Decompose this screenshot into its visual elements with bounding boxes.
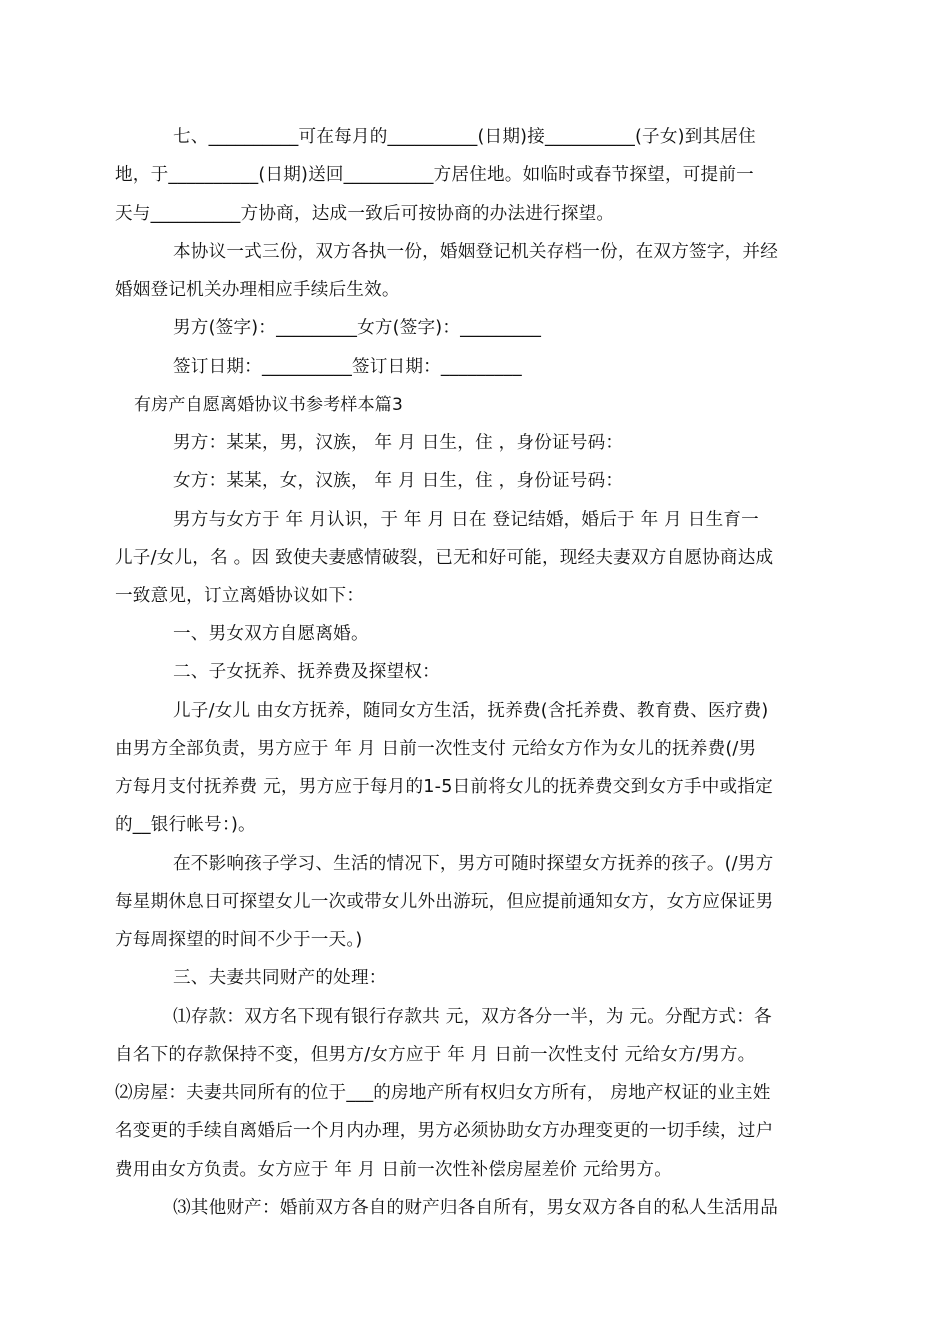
article-three-heading: 三、夫妻共同财产的处理： [173, 968, 387, 988]
deposit-line-2: 自名下的存款保持不变，但男方/女方应于 年 月 日前一次性支付 元给女方/男方。 [115, 1045, 756, 1065]
article-one-line: 一、男女双方自愿离婚。 [173, 624, 369, 644]
custody-line-3: 方每月支付抚养费 元，男方应于每月的1-5日前将女儿的抚养费交到女方手中或指定 [115, 777, 773, 797]
background-line-2: 儿子/女儿，名 。因 致使夫妻感情破裂，已无和好可能，现经夫妻双方自愿协商达成 [115, 548, 774, 568]
custody-line-4: 的__银行帐号：)。 [115, 815, 256, 835]
clause-seven-line-2: 地，于__________(日期)送回__________方居住地。如临时或春节探望，可提前一 [115, 165, 754, 185]
signature-line: 男方(签字)：_________女方(签字)：_________ [173, 318, 542, 338]
visitation-line-2: 每星期休息日可探望女儿一次或带女儿外出游玩，但应提前通知女方，女方应保证男 [115, 892, 774, 912]
custody-line-2: 由男方全部负责，男方应于 年 月 日前一次性支付 元给女方作为女儿的抚养费(/男 [115, 739, 757, 759]
signing-date-line: 签订日期：__________签订日期：_________ [173, 357, 522, 377]
agreement-copies-line-2: 婚姻登记机关办理相应手续后生效。 [115, 280, 400, 300]
article-two-heading: 二、子女抚养、抚养费及探望权： [173, 662, 440, 682]
wife-info-line: 女方：某某，女，汉族， 年 月 日生，住 ，身份证号码： [173, 471, 624, 491]
house-line-2: 名变更的手续自离婚后一个月内办理，男方必须协助女方办理变更的一切手续，过户 [115, 1121, 774, 1141]
house-line-1: ⑵房屋：夫妻共同所有的位于___的房地产所有权归女方所有， 房地产权证的业主姓 [115, 1083, 771, 1103]
visitation-line-1: 在不影响孩子学习、生活的情况下，男方可随时探望女方抚养的孩子。(/男方 [173, 854, 774, 874]
other-property-line: ⑶其他财产：婚前双方各自的财产归各自所有，男女双方各自的私人生活用品 [173, 1198, 778, 1218]
clause-seven-line-3: 天与__________方协商，达成一致后可按协商的办法进行探望。 [115, 204, 615, 224]
section-title: 有房产自愿离婚协议书参考样本篇3 [134, 395, 404, 415]
agreement-copies-line-1: 本协议一式三份，双方各执一份，婚姻登记机关存档一份，在双方签字，并经 [173, 242, 778, 262]
custody-line-1: 儿子/女儿 由女方抚养，随同女方生活，抚养费(含托养费、教育费、医疗费) [173, 701, 769, 721]
clause-seven-line-1: 七、__________可在每月的__________(日期)接__________(子女)到其居住 [173, 127, 756, 147]
husband-info-line: 男方：某某，男，汉族， 年 月 日生，住 ，身份证号码： [173, 433, 624, 453]
background-line-3: 一致意见，订立离婚协议如下： [115, 586, 365, 606]
deposit-line-1: ⑴存款：双方名下现有银行存款共 元，双方各分一半，为 元。分配方式：各 [173, 1007, 772, 1027]
house-line-3: 费用由女方负责。女方应于 年 月 日前一次性补偿房屋差价 元给男方。 [115, 1160, 672, 1180]
background-line-1: 男方与女方于 年 月认识，于 年 月 日在 登记结婚，婚后于 年 月 日生育一 [173, 510, 759, 530]
visitation-line-3: 方每周探望的时间不少于一天。) [115, 930, 363, 950]
